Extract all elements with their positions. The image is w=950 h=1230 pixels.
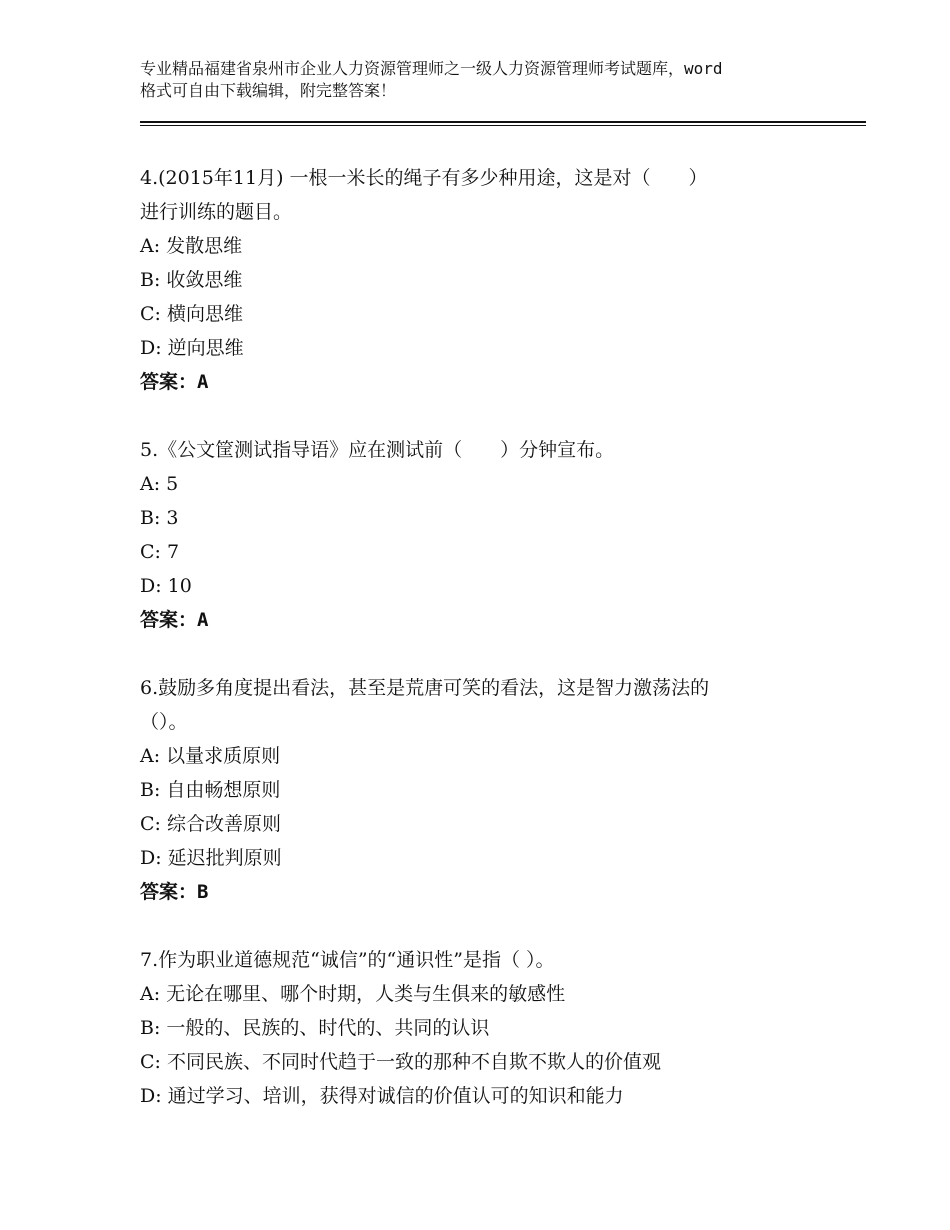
option-b: B: 一般的、民族的、时代的、共同的认识 — [140, 1017, 490, 1039]
option-a: A: 发散思维 — [140, 235, 243, 257]
option-c: C: 7 — [140, 541, 180, 563]
option-a: A: 以量求质原则 — [140, 745, 281, 767]
option-b: B: 自由畅想原则 — [140, 779, 281, 801]
document-header — [140, 58, 840, 102]
question-4 — [140, 161, 840, 399]
option-c: C: 横向思维 — [140, 303, 243, 325]
option-d: D: 通过学习、培训，获得对诚信的价值认可的知识和能力 — [140, 1085, 624, 1107]
option-b: B: 3 — [140, 507, 179, 529]
question-text-line: 6.鼓励多角度提出看法，甚至是荒唐可笑的看法，这是智力激荡法的 — [140, 677, 710, 699]
question-text-line: 进行训练的题目。 — [140, 201, 293, 223]
answer: 答案：B — [140, 881, 209, 903]
question-text-line: 5.《公文筐测试指导语》应在测试前（ ）分钟宣布。 — [140, 439, 615, 461]
question-text-line: 4.(2015年11月) 一根一米长的绳子有多少种用途，这是对（ ） — [140, 167, 708, 189]
option-b: B: 收敛思维 — [140, 269, 243, 291]
header-rule-thin — [140, 125, 866, 126]
question-list — [140, 161, 840, 1147]
answer: 答案：A — [140, 371, 209, 393]
option-a: A: 无论在哪里、哪个时期，人类与生俱来的敏感性 — [140, 983, 566, 1005]
header-line-1: 专业精品福建省泉州市企业人力资源管理师之一级人力资源管理师考试题库，word — [140, 59, 723, 78]
option-a: A: 5 — [140, 473, 179, 495]
question-5 — [140, 433, 840, 637]
question-text-line: （）。 — [140, 711, 188, 733]
question-6 — [140, 671, 840, 909]
option-c: C: 不同民族、不同时代趋于一致的那种不自欺不欺人的价值观 — [140, 1051, 661, 1073]
option-c: C: 综合改善原则 — [140, 813, 281, 835]
header-line-2: 格式可自由下载编辑，附完整答案！ — [140, 81, 397, 100]
header-rule-thick — [140, 121, 866, 123]
answer: 答案：A — [140, 609, 209, 631]
question-7 — [140, 943, 840, 1113]
option-d: D: 10 — [140, 575, 192, 597]
option-d: D: 逆向思维 — [140, 337, 244, 359]
question-text-line: 7.作为职业道德规范“诚信”的“通识性”是指（ ）。 — [140, 949, 555, 971]
option-d: D: 延迟批判原则 — [140, 847, 282, 869]
